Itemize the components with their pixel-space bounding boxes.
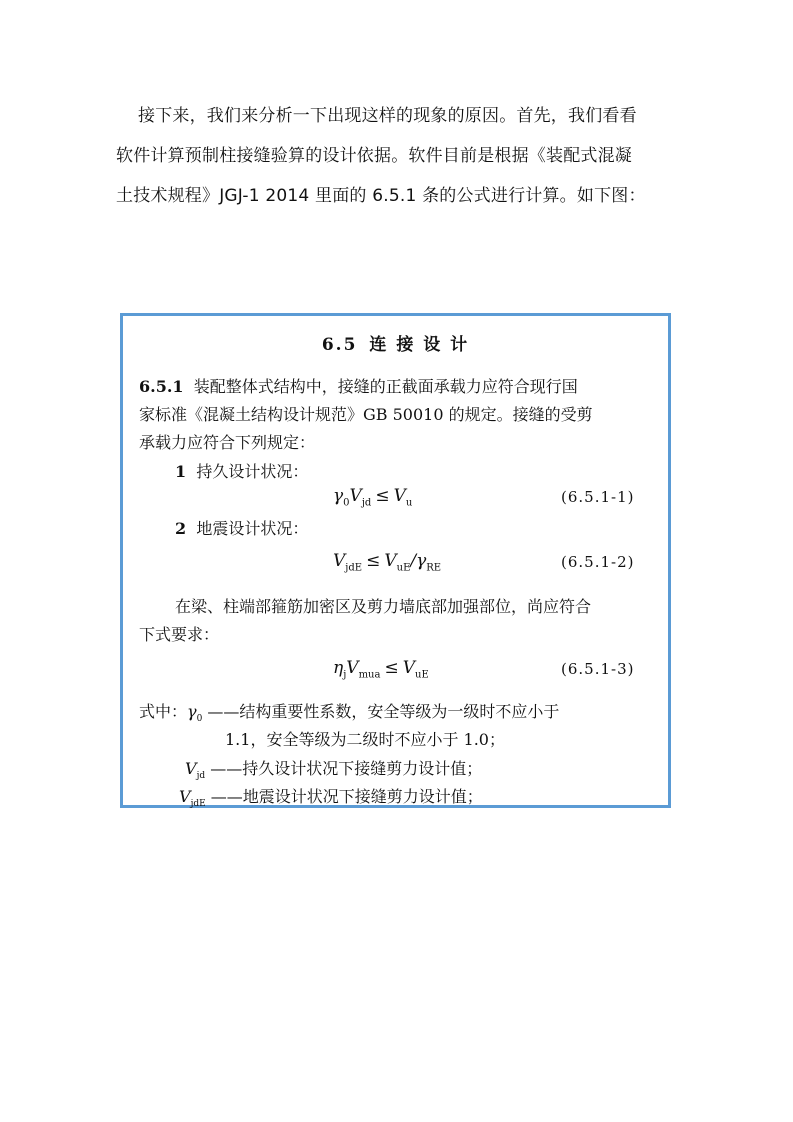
clause-text-1: 装配整体式结构中，接缝的正截面承载力应符合现行国 <box>193 377 578 396</box>
section-title: 连 接 设 计 <box>369 335 470 355</box>
definition-vjde-text: ——地震设计状况下接缝剪力设计值； <box>210 787 483 806</box>
item-2-number: 2 <box>175 519 187 538</box>
intro-paragraph <box>118 96 688 216</box>
definition-gamma0-text: ——结构重要性系数，安全等级为一级时不应小于 <box>207 702 560 721</box>
equation-label-2: (6.5.1-2) <box>561 553 635 571</box>
section-heading <box>123 330 668 355</box>
intro-line-3: 土技术规程》JGJ-1 2014 里面的 6.5.1 条的公式进行计算。如下图： <box>116 186 646 206</box>
item-1-text: 持久设计状况： <box>196 462 309 481</box>
clause-number: 6.5.1 <box>139 377 184 396</box>
clause-line-2: 家标准《混凝土结构设计规范》GB 50010 的规定。接缝的受剪 <box>139 405 593 424</box>
formula-1: $\gamma_0V_{jd} \le V_u$ <box>333 486 413 509</box>
definition-vjd-text: ——持久设计状况下接缝剪力设计值； <box>210 759 483 778</box>
formula-2: $V_{jdE} \le V_{uE}/\gamma_{RE}$ <box>333 551 442 574</box>
definition-vjde: $V_{jdE}$ ——地震设计状况下接缝剪力设计值； <box>179 787 483 810</box>
clause-line-3: 承载力应符合下列规定： <box>139 433 316 452</box>
code-excerpt-figure <box>120 313 671 808</box>
equation-label-1: (6.5.1-1) <box>561 488 635 506</box>
paragraph-line-1: 在梁、柱端部箍筋加密区及剪力墙底部加强部位，尚应符合 <box>175 597 592 616</box>
item-2-text: 地震设计状况： <box>196 519 309 538</box>
formula-3: $\eta_jV_{mua} \le V_{uE}$ <box>333 658 429 681</box>
item-2 <box>175 516 308 539</box>
intro-line-2: 软件计算预制柱接缝验算的设计依据。软件目前是根据《装配式混凝 <box>116 146 632 166</box>
equation-label-3: (6.5.1-3) <box>561 660 635 678</box>
where-prefix: 式中： <box>139 702 188 721</box>
item-1-number: 1 <box>175 462 187 481</box>
clause-line-1 <box>139 374 578 397</box>
item-1 <box>175 459 308 482</box>
definition-gamma0-continued: 1.1，安全等级为二级时不应小于 1.0； <box>225 730 505 749</box>
intro-line-1: 接下来，我们来分析一下出现这样的现象的原因。首先，我们看看 <box>138 106 637 126</box>
paragraph-line-2: 下式要求： <box>139 625 220 644</box>
section-number: 6.5 <box>321 335 358 355</box>
definition-vjd: $V_{jd}$ ——持久设计状况下接缝剪力设计值； <box>185 759 483 782</box>
definition-gamma0: 式中：$\gamma_0$ ——结构重要性系数，安全等级为一级时不应小于 <box>139 702 560 725</box>
